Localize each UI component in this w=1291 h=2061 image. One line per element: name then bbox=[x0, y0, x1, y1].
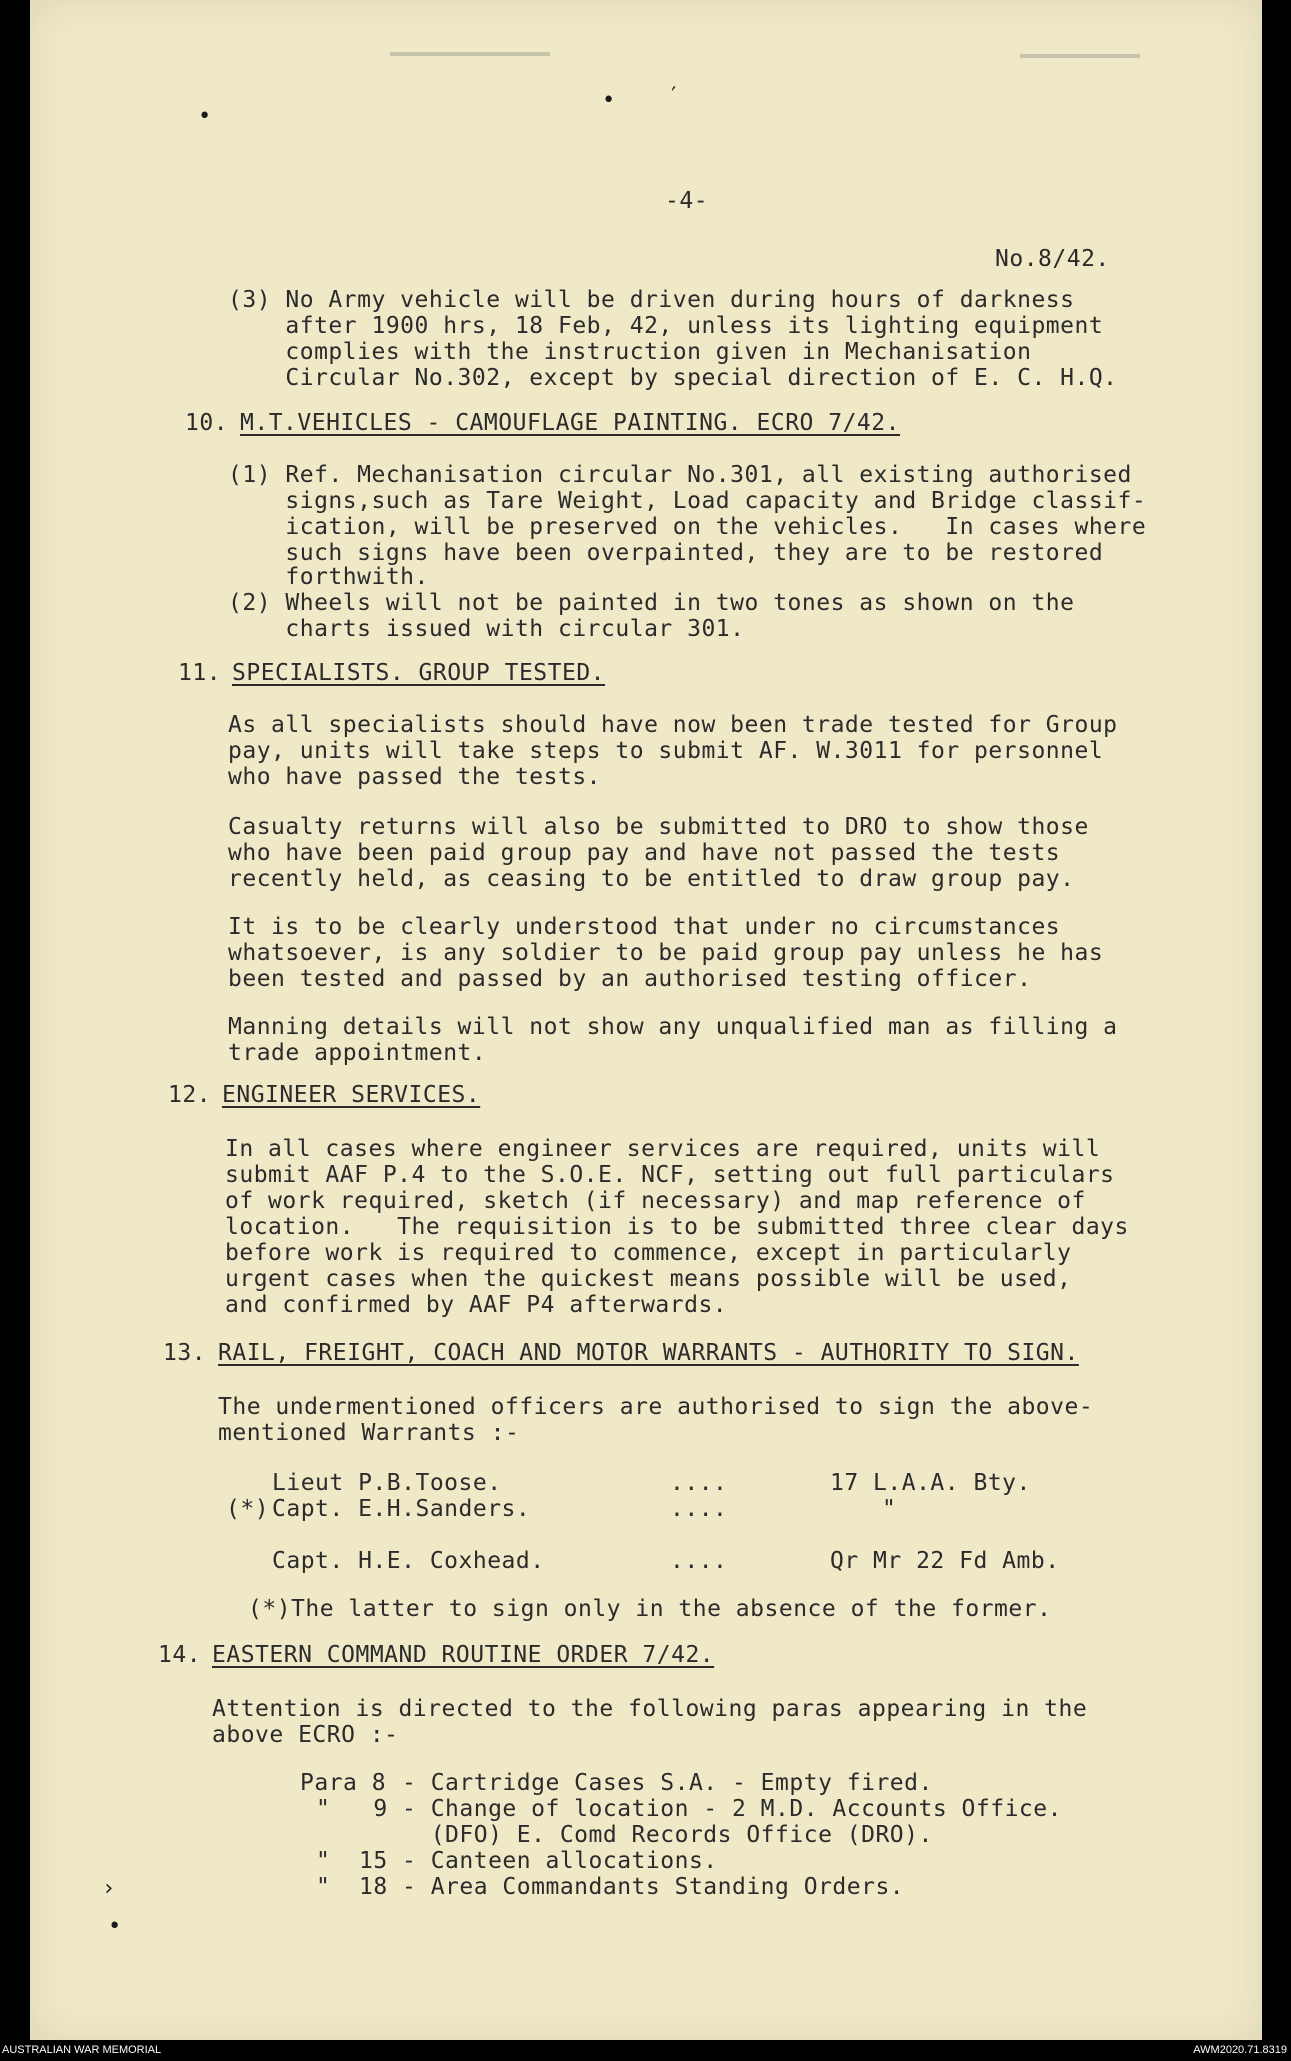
section-heading: RAIL, FREIGHT, COACH AND MOTOR WARRANTS - AUTHORITY TO SIGN. bbox=[218, 1340, 1079, 1366]
page-number: -4- bbox=[665, 188, 709, 214]
para-ref: " 9 bbox=[316, 1796, 388, 1822]
text-line: been tested and passed by an authorised testing officer. bbox=[228, 966, 1032, 992]
text-line: Circular No.302, except by special direction of E. C. H.Q. bbox=[228, 365, 1118, 391]
section-heading: ENGINEER SERVICES. bbox=[222, 1082, 481, 1108]
text-line: after 1900 hrs, 18 Feb, 42, unless its lighting equipment bbox=[228, 313, 1104, 339]
officer-unit: " bbox=[882, 1496, 897, 1522]
section-heading: SPECIALISTS. GROUP TESTED. bbox=[232, 660, 606, 686]
text-line: As all specialists should have now been trade tested for Group bbox=[228, 712, 1118, 738]
ink-mark: • bbox=[108, 1914, 122, 1939]
officer-unit: Qr Mr 22 Fd Amb. bbox=[830, 1548, 1060, 1574]
text-line: charts issued with circular 301. bbox=[228, 616, 745, 642]
footer-accession: AWM2020.71.8319 bbox=[1193, 2044, 1287, 2056]
text-line: Attention is directed to the following paras appearing in the bbox=[212, 1696, 1088, 1722]
ink-mark: • bbox=[198, 104, 212, 129]
text-line: such signs have been overpainted, they are to be restored bbox=[228, 540, 1104, 566]
text-line: urgent cases when the quickest means possible will be used, bbox=[225, 1266, 1072, 1292]
para-ref: " 18 bbox=[316, 1874, 388, 1900]
text-line: It is to be clearly understood that under no circumstances bbox=[228, 914, 1061, 940]
ink-mark: • bbox=[602, 88, 616, 113]
text-line: signs,such as Tare Weight, Load capacity and Bridge classif- bbox=[228, 488, 1147, 514]
text-line: before work is required to commence, except in particularly bbox=[225, 1240, 1072, 1266]
section-number: 13. bbox=[163, 1340, 207, 1366]
text-line: and confirmed by AAF P4 afterwards. bbox=[225, 1292, 728, 1318]
text-line: pay, units will take steps to submit AF. W.3011 for personnel bbox=[228, 738, 1104, 764]
officer-name: Lieut P.B.Toose. bbox=[272, 1470, 502, 1496]
text-line: (1) Ref. Mechanisation circular No.301, all existing authorised bbox=[228, 462, 1132, 488]
section-number: 11. bbox=[178, 660, 222, 686]
para-text: - Area Commandants Standing Orders. bbox=[402, 1874, 905, 1900]
text-line: mentioned Warrants :- bbox=[218, 1420, 520, 1446]
section-heading: M.T.VEHICLES - CAMOUFLAGE PAINTING. ECRO 7/42. bbox=[240, 410, 900, 436]
officer-dots: .... bbox=[670, 1470, 728, 1496]
para-text: - Canteen allocations. bbox=[402, 1848, 718, 1874]
para-text: - Cartridge Cases S.A. - Empty fired. bbox=[402, 1770, 933, 1796]
text-line: The undermentioned officers are authorised to sign the above- bbox=[218, 1394, 1094, 1420]
para-ref: " 15 bbox=[316, 1848, 388, 1874]
ink-mark: › bbox=[102, 1876, 116, 1901]
text-line: whatsoever, is any soldier to be paid group pay unless he has bbox=[228, 940, 1104, 966]
section-number: 12. bbox=[168, 1082, 212, 1108]
text-line: (3) No Army vehicle will be driven during hours of darkness bbox=[228, 287, 1075, 313]
officer-dots: .... bbox=[670, 1496, 728, 1522]
text-line: trade appointment. bbox=[228, 1040, 487, 1066]
text-line: forthwith. bbox=[228, 564, 429, 590]
text-line: who have passed the tests. bbox=[228, 764, 602, 790]
officer-name: Capt. E.H.Sanders. bbox=[272, 1496, 531, 1522]
section-heading: EASTERN COMMAND ROUTINE ORDER 7/42. bbox=[212, 1642, 715, 1668]
para-text: (DFO) E. Comd Records Office (DRO). bbox=[402, 1822, 933, 1848]
text-line: ication, will be preserved on the vehicles. In cases where bbox=[228, 514, 1147, 540]
header-smudge-left bbox=[390, 52, 550, 56]
text-line: Casualty returns will also be submitted to DRO to show those bbox=[228, 814, 1089, 840]
text-line: location. The requisition is to be submitted three clear days bbox=[225, 1214, 1129, 1240]
order-number: No.8/42. bbox=[995, 246, 1110, 272]
text-line: In all cases where engineer services are required, units will bbox=[225, 1136, 1101, 1162]
footer-source: AUSTRALIAN WAR MEMORIAL bbox=[2, 2044, 162, 2056]
text-line: of work required, sketch (if necessary) and map reference of bbox=[225, 1188, 1086, 1214]
section-number: 14. bbox=[158, 1642, 202, 1668]
footnote: (*)The latter to sign only in the absence of the former. bbox=[248, 1596, 1052, 1622]
ink-mark: ′ bbox=[667, 84, 681, 109]
header-smudge-right bbox=[1020, 54, 1140, 58]
text-line: above ECRO :- bbox=[212, 1722, 399, 1748]
officer-name: Capt. H.E. Coxhead. bbox=[272, 1548, 545, 1574]
para-ref: Para 8 bbox=[300, 1770, 387, 1796]
officer-unit: 17 L.A.A. Bty. bbox=[830, 1470, 1031, 1496]
section-number: 10. bbox=[185, 410, 229, 436]
text-line: Manning details will not show any unqualified man as filling a bbox=[228, 1014, 1118, 1040]
document-page bbox=[30, 0, 1262, 2040]
text-line: who have been paid group pay and have not passed the tests bbox=[228, 840, 1061, 866]
officer-dots: .... bbox=[670, 1548, 728, 1574]
text-line: complies with the instruction given in Mechanisation bbox=[228, 339, 1032, 365]
text-line: recently held, as ceasing to be entitled to draw group pay. bbox=[228, 866, 1075, 892]
text-line: submit AAF P.4 to the S.O.E. NCF, setting out full particulars bbox=[225, 1162, 1115, 1188]
officer-marker: (*) bbox=[226, 1496, 270, 1522]
text-line: (2) Wheels will not be painted in two tones as shown on the bbox=[228, 590, 1075, 616]
para-text: - Change of location - 2 M.D. Accounts Office. bbox=[402, 1796, 1062, 1822]
